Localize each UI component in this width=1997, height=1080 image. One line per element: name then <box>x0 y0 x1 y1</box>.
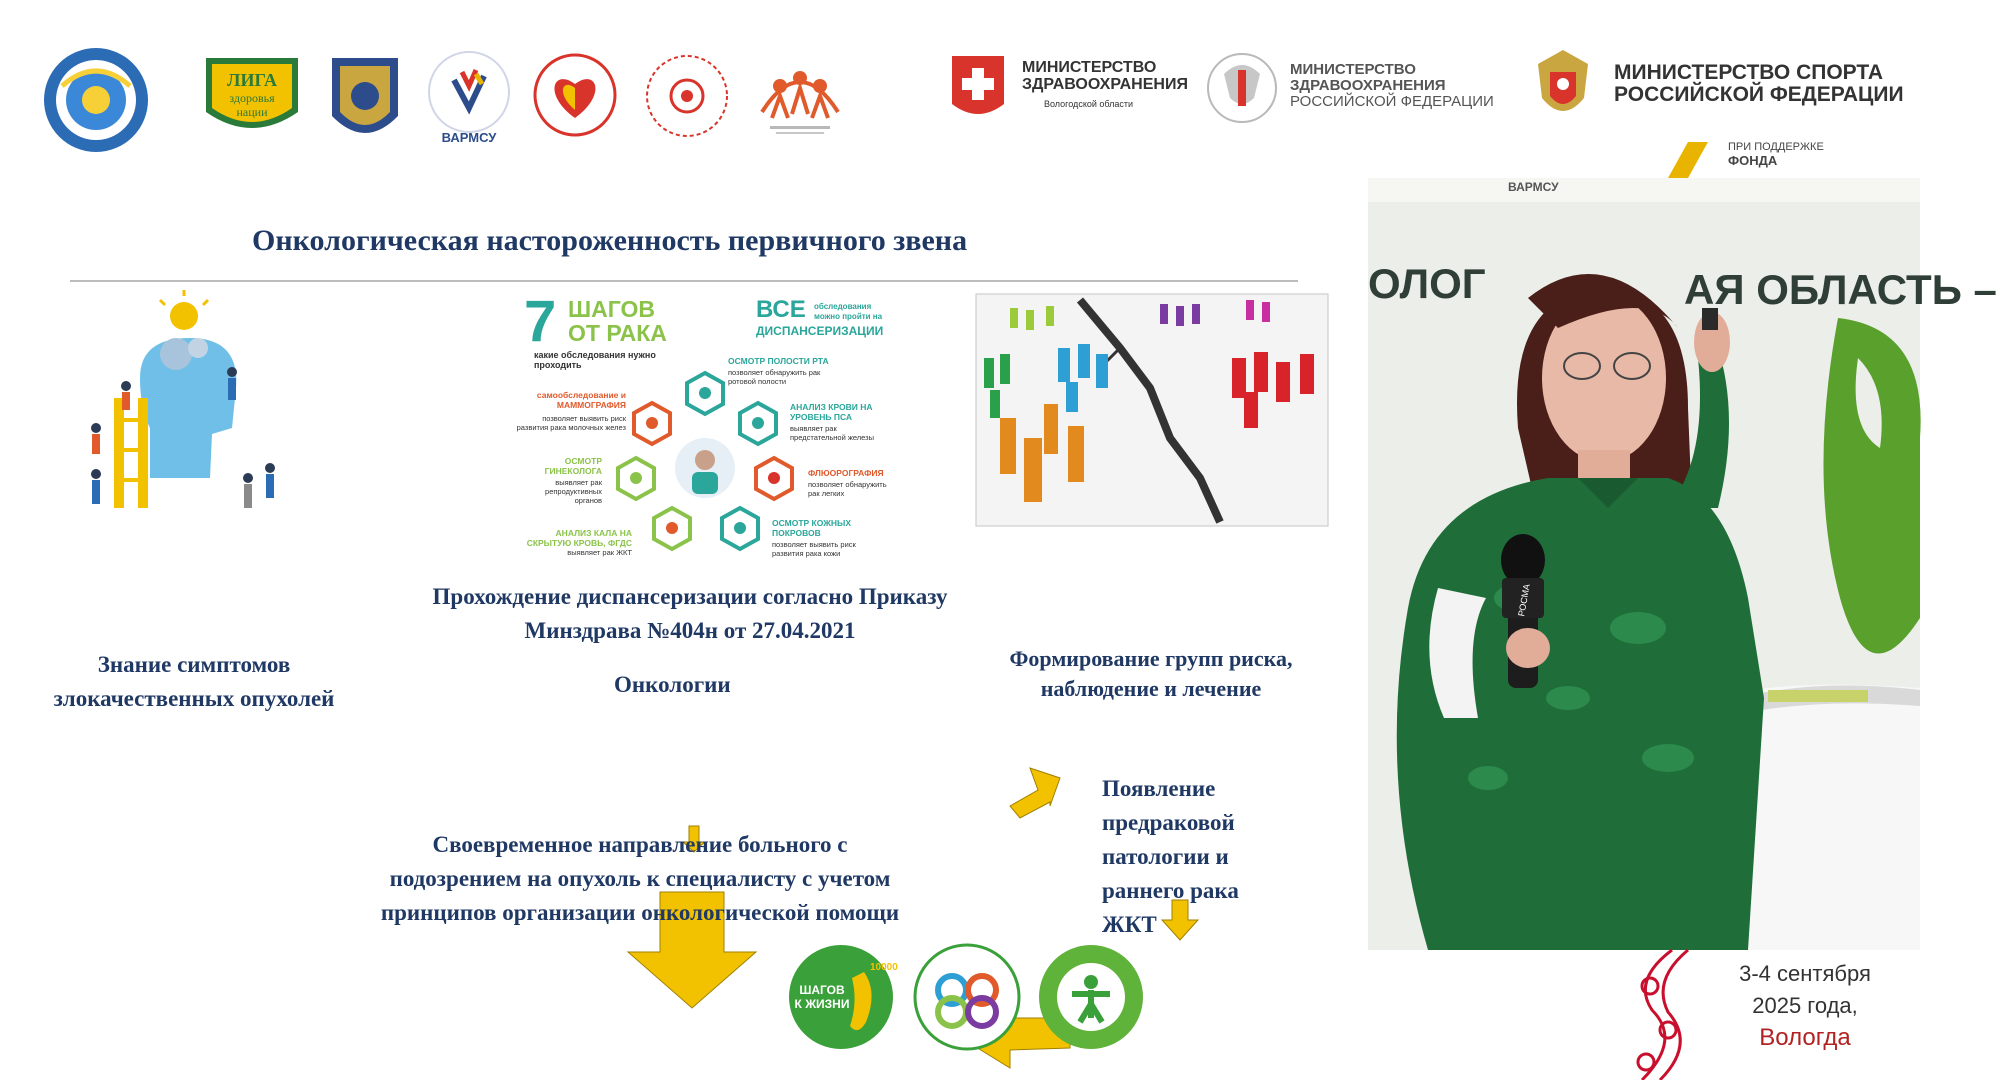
minsport-rf-name <box>1614 62 1904 106</box>
event-city: Вологда <box>1759 1024 1851 1051</box>
varmsu-logo <box>424 50 514 146</box>
liga-line3: нации <box>236 105 268 119</box>
step-6-title: АНАЛИЗ КАЛА НА СКРЫТУЮ КРОВЬ, ФГДС <box>526 528 632 548</box>
fund-support-logo <box>1668 142 1708 178</box>
text-dispanser <box>360 580 1020 648</box>
varmsu-label: ВАРМСУ <box>441 130 497 145</box>
steps-logo-line1: ШАГОВ <box>799 983 845 997</box>
step-1-title: ОСМОТР ПОЛОСТИ РТА <box>728 356 829 366</box>
vologda-lace-decoration <box>1612 950 1702 1080</box>
text-dispanser-line1: Прохождение диспансеризации согласно Приказу <box>432 584 948 609</box>
ministry-3-line1: МИНИСТЕРСТВО СПОРТА <box>1614 61 1884 84</box>
slide-title: Онкологическая настороженность первичного звена <box>252 224 968 257</box>
step-7-text: позволяет выявить риск развития рака кожи <box>772 540 856 558</box>
minsport-rf-emblem <box>1528 46 1598 126</box>
ministry-2-line2: ЗДРАВООХРАНЕНИЯ <box>1290 76 1446 94</box>
fund-support-text <box>1728 142 1824 167</box>
text-referral-line3: принципов организации онкологической помощи <box>380 900 900 925</box>
municipalitet-logo <box>1036 942 1146 1052</box>
support-line2: ФОНДА <box>1728 152 1778 168</box>
academy-emblem-logo <box>328 54 402 150</box>
step-2-text: позволяет выявить риск развития рака молочных желез <box>516 414 626 432</box>
infographic-title-line2: ОТ РАКА <box>568 320 667 346</box>
ministry-1-line3: Вологодской области <box>1044 98 1134 109</box>
infographic-subtitle: какие обследования нужно проходить <box>534 350 656 370</box>
cis-emblem-logo <box>42 46 150 154</box>
step-6-text: выявляет рак ЖКТ <box>567 548 632 557</box>
volunteers-heart-logo <box>532 50 618 140</box>
infographic-big-number: 7 <box>524 289 557 354</box>
text-symptoms-line2: злокачественных опухолей <box>53 686 335 711</box>
event-date <box>1690 958 1920 1054</box>
backdrop-text-left: ОЛОГ <box>1368 260 1486 307</box>
step-7-title: ОСМОТР КОЖНЫХ ПОКРОВОВ <box>772 518 852 538</box>
mic-label: РОСМА <box>1516 583 1532 618</box>
presentation-slide <box>0 178 1368 1080</box>
step-4-title: ОСМОТР ГИНЕКОЛОГА <box>544 456 602 476</box>
liga-zdorovya-logo <box>200 52 304 144</box>
step-2-title: самообследование и МАММОГРАФИЯ <box>536 390 626 410</box>
minzdrav-vologda-emblem <box>950 54 1006 124</box>
smart-health-route-logo <box>912 942 1022 1052</box>
backdrop-logo-varmsu: ВАРМСУ <box>1508 180 1559 194</box>
ministry-2-line1: МИНИСТЕРСТВО <box>1290 61 1416 78</box>
text-precancer-line3: патологии и <box>1102 844 1229 869</box>
backdrop-text-right: АЯ ОБЛАСТЬ – <box>1684 266 1997 313</box>
text-precancer-line4: раннего рака <box>1102 878 1239 903</box>
step-4-text: выявляет рак репродуктивных органов <box>545 478 602 505</box>
text-precancer <box>1102 772 1342 942</box>
steps-logo-number: 10000 <box>870 962 898 973</box>
text-referral <box>300 828 980 930</box>
text-groups-line2: наблюдение и лечение <box>1040 676 1262 701</box>
text-referral-line1: Своевременное направление больного с <box>432 832 848 857</box>
arrow-to-risk-groups <box>1010 768 1060 818</box>
ministry-1-line2: ЗДРАВООХРАНЕНИЯ <box>1022 75 1188 93</box>
minzdrav-rf-emblem <box>1204 50 1280 126</box>
text-referral-line2: подозрением на опухоль к специалисту с учетом <box>389 866 891 891</box>
text-symptoms <box>14 648 374 716</box>
risk-groups-illustration <box>976 294 1328 526</box>
steps-to-life-logo <box>786 942 896 1052</box>
vologda-oblast-logo <box>640 50 734 142</box>
step-1-text: позволяет обнаружить рак ротовой полости <box>728 368 821 386</box>
infographic-all-text: обследования можно пройти на <box>814 302 883 321</box>
ministry-3-line2: РОССИЙСКОЙ ФЕДЕРАЦИИ <box>1614 83 1904 107</box>
liga-line1: ЛИГА <box>227 70 277 90</box>
step-5-text: позволяет обнаружить рак легких <box>808 480 887 498</box>
idea-head-illustration <box>7 288 359 522</box>
support-line1: ПРИ ПОДДЕРЖКЕ <box>1728 141 1824 153</box>
text-precancer-line2: предраковой <box>1102 810 1235 835</box>
text-precancer-line5: ЖКТ <box>1102 912 1157 937</box>
steps-logo-line2: К ЖИЗНИ <box>794 997 850 1011</box>
speaker-video <box>1368 178 1997 950</box>
minzdrav-rf-name <box>1290 62 1494 109</box>
ministry-1-line1: МИНИСТЕРСТВО <box>1022 59 1157 76</box>
text-precancer-line1: Появление <box>1102 776 1216 801</box>
infographic-title-line1: ШАГОВ <box>568 296 655 322</box>
liga-line2: здоровья <box>229 91 275 105</box>
ministry-2-line3: РОССИЙСКОЙ ФЕДЕРАЦИИ <box>1290 92 1494 110</box>
text-symptoms-line1: Знание симптомов <box>97 652 291 677</box>
step-5-title: ФЛЮОРОГРАФИЯ <box>808 468 884 478</box>
minzdrav-vologda-name <box>1022 60 1188 109</box>
event-date-line2: 2025 года, <box>1752 993 1858 1018</box>
health-center-logo <box>752 52 848 144</box>
step-3-title: АНАЛИЗ КРОВИ НА УРОВЕНЬ ПСА <box>790 402 873 422</box>
text-groups-line1: Формирование групп риска, <box>1009 646 1293 671</box>
text-dispanser-line2: Минздрава №404н от 27.04.2021 <box>524 618 856 643</box>
text-onkologii: Онкологии <box>614 672 731 697</box>
text-groups <box>976 644 1326 704</box>
infographic-dispanser: ДИСПАНСЕРИЗАЦИИ <box>756 324 884 338</box>
logo-bar <box>0 0 1920 178</box>
infographic-all-word: ВСЕ <box>756 296 806 323</box>
event-date-line1: 3-4 сентября <box>1739 961 1871 986</box>
step-3-text: выявляет рак предстательной железы <box>790 424 875 442</box>
